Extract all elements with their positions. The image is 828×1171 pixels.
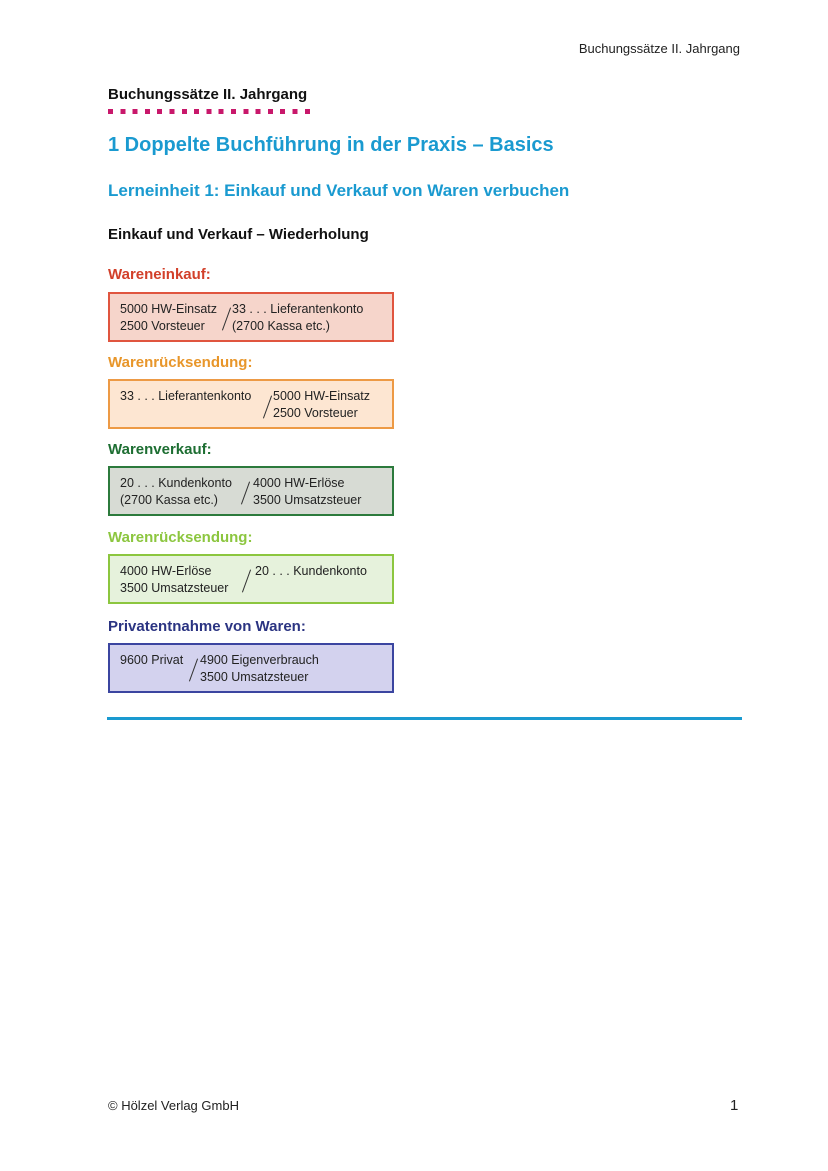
booking-box-warenruecksendung-verkauf [108,554,394,604]
booking-slash [263,396,272,419]
section-title-wareneinkauf: Wareneinkauf: [108,266,211,283]
debit-line: 2500 Vorsteuer [120,319,205,333]
section-title-warenruecksendung-verkauf: Warenrücksendung: [108,529,253,546]
credit-line: 3500 Umsatzsteuer [253,493,362,507]
unit-title: Lerneinheit 1: Einkauf und Verkauf von Waren verbuchen [108,181,570,200]
subheading: Einkauf und Verkauf – Wiederholung [108,226,369,243]
debit-line: 33 . . . Lieferantenkonto [120,389,252,403]
debit-line: (2700 Kassa etc.) [120,493,218,507]
booking-slash [242,570,251,593]
booking-box-warenruecksendung-einkauf [108,379,394,429]
booking-box-warenverkauf [108,466,394,516]
booking-box-privatentnahme [108,643,394,693]
section-title-warenruecksendung-einkauf: Warenrücksendung: [108,354,253,371]
credit-line: 4000 HW-Erlöse [253,476,345,490]
section-title-warenverkauf: Warenverkauf: [108,441,212,458]
booking-box-wareneinkauf [108,292,394,342]
booking-slash [189,659,198,682]
credit-line: 4900 Eigenverbrauch [200,653,319,667]
debit-line: 3500 Umsatzsteuer [120,581,229,595]
section-title-privatentnahme: Privatentnahme von Waren: [108,618,306,635]
credit-line: 33 . . . Lieferantenkonto [232,302,364,316]
footer-publisher: © Hölzel Verlag GmbH [108,1098,239,1113]
credit-line: 5000 HW-Einsatz [273,389,371,403]
chapter-title: 1 Doppelte Buchführung in der Praxis – Basics [108,134,554,156]
booking-slash [222,308,231,331]
credit-line: 3500 Umsatzsteuer [200,670,309,684]
credit-line: 2500 Vorsteuer [273,406,358,420]
debit-line: 9600 Privat [120,653,184,667]
debit-line: 5000 HW-Einsatz [120,302,218,316]
page-number: 1 [730,1097,739,1114]
dotted-underline [108,109,315,114]
debit-line: 20 . . . Kundenkonto [120,476,232,490]
credit-line: (2700 Kassa etc.) [232,319,330,333]
debit-line: 4000 HW-Erlöse [120,564,212,578]
credit-line: 20 . . . Kundenkonto [255,564,367,578]
running-header: Buchungssätze II. Jahrgang [578,41,740,56]
document-label: Buchungssätze II. Jahrgang [108,86,308,103]
section-divider [107,717,742,720]
booking-slash [241,482,250,505]
